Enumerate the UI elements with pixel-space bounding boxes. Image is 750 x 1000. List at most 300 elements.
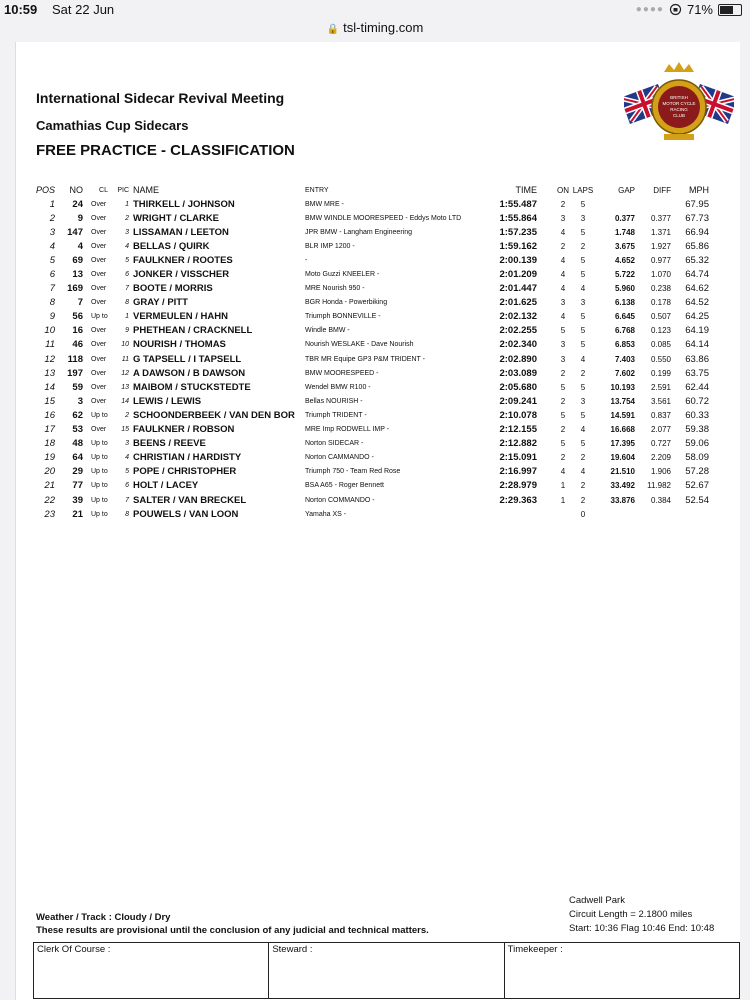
- cell-laps: 3: [580, 396, 586, 406]
- cell-name: VERMEULEN / HAHN: [133, 311, 229, 323]
- cell-laps: 2: [580, 495, 586, 505]
- cell-mph: 58.09: [685, 452, 709, 464]
- cell-laps: 2: [580, 241, 586, 251]
- cell-entry: JPR BMW - Langham Engineering: [305, 228, 412, 236]
- cell-on: 1: [560, 481, 566, 491]
- cell-time: 2:01.447: [499, 283, 537, 295]
- table-row: [34, 225, 709, 239]
- cell-pic: 5: [125, 256, 129, 264]
- cell-no: 48: [72, 438, 83, 450]
- cell-on: 3: [560, 298, 566, 308]
- cell-time: 2:28.979: [499, 480, 537, 492]
- cell-pos: 16: [44, 409, 55, 421]
- cell-entry: Yamaha XS -: [305, 510, 347, 518]
- cell-on: 2: [560, 199, 566, 209]
- cell-diff: 0.178: [650, 298, 671, 308]
- cell-pos: 22: [44, 494, 55, 506]
- cell-pic: 9: [125, 327, 129, 335]
- cell-pic: 12: [121, 369, 129, 377]
- cell-name: SCHOONDERBEEK / VAN DEN BOR: [133, 409, 295, 421]
- cell-cl: Up to: [91, 313, 108, 321]
- cell-cl: Over: [91, 242, 107, 250]
- cell-laps: 2: [580, 453, 586, 463]
- cell-gap: 14.591: [610, 410, 635, 420]
- cell-mph: 64.19: [685, 325, 709, 337]
- cell-on: 2: [560, 241, 566, 251]
- cell-pic: 7: [125, 496, 129, 504]
- cell-cl: Up to: [91, 496, 108, 504]
- cell-pos: 7: [49, 283, 55, 295]
- cell-diff: [635, 197, 671, 211]
- lock-icon: 🔒: [326, 24, 340, 35]
- cell-cl: Over: [91, 214, 107, 222]
- cell-gap: 6.645: [614, 312, 635, 322]
- cell-diff: 0.384: [650, 495, 671, 505]
- cell-on: 5: [560, 410, 566, 420]
- cell-diff: 1.070: [650, 270, 671, 280]
- cell-mph: 62.44: [685, 381, 709, 393]
- cell-mph: 57.28: [685, 466, 709, 478]
- cell-on: 3: [560, 340, 566, 350]
- logo-line-1: BRITISH: [670, 95, 688, 100]
- cell-diff: 1.371: [650, 227, 671, 237]
- status-right: [636, 2, 742, 17]
- cell-no: 39: [72, 494, 83, 506]
- cell-diff: 0.977: [650, 255, 671, 265]
- cell-gap: 21.510: [610, 467, 635, 477]
- table-row: [34, 465, 709, 479]
- col-diff: DIFF: [653, 185, 671, 195]
- cell-no: 9: [77, 212, 83, 224]
- cell-no: 24: [72, 198, 83, 210]
- col-name: NAME: [133, 185, 160, 195]
- cell-no: 29: [72, 466, 83, 478]
- cell-entry: TBR MR Equipe GP3 P&M TRIDENT -: [305, 355, 425, 363]
- cell-mph: 63.86: [685, 353, 709, 365]
- cell-pic: 5: [125, 468, 129, 476]
- cell-name: HOLT / LACEY: [133, 480, 199, 492]
- cell-time: [487, 507, 555, 521]
- bmcrc-logo: [624, 62, 734, 152]
- col-pic: PIC: [117, 186, 129, 194]
- cell-no: 21: [72, 508, 83, 520]
- cell-entry: Moto Guzzi KNEELER -: [305, 271, 380, 279]
- cell-diff: 1.906: [650, 467, 671, 477]
- cell-no: 69: [72, 254, 83, 266]
- cell-mph: 59.38: [685, 424, 709, 436]
- cell-name: A DAWSON / B DAWSON: [133, 367, 246, 379]
- cell-pos: 8: [49, 297, 55, 309]
- battery-icon: [718, 4, 742, 16]
- cell-mph: 64.14: [685, 339, 709, 351]
- cell-pos: 3: [49, 226, 55, 238]
- cell-pic: 1: [125, 313, 129, 321]
- cell-no: 59: [72, 381, 83, 393]
- cell-entry: Triumph 750 - Team Red Rose: [305, 468, 401, 476]
- col-gap: GAP: [618, 185, 635, 195]
- cell-on: 4: [560, 255, 566, 265]
- cell-gap: 4.652: [614, 255, 635, 265]
- cell-cl: Up to: [91, 468, 108, 476]
- cell-mph: 64.74: [685, 269, 709, 281]
- cell-pos: 23: [44, 508, 55, 520]
- cell-diff: 0.550: [650, 354, 671, 364]
- cell-entry: Wendel BMW R100 -: [305, 383, 371, 391]
- cell-cl: Over: [91, 369, 107, 377]
- cell-on: 2: [560, 425, 566, 435]
- cell-name: GRAY / PITT: [133, 297, 188, 309]
- cell-pic: 1: [125, 200, 129, 208]
- col-mph: MPH: [689, 185, 709, 195]
- cell-no: 147: [67, 226, 83, 238]
- col-on: ON: [557, 185, 569, 195]
- steward-signature: Steward :: [269, 943, 504, 998]
- cell-time: 1:57.235: [499, 226, 537, 238]
- cell-cl: Over: [91, 200, 107, 208]
- cell-laps: 5: [580, 199, 586, 209]
- cell-gap: 1.748: [614, 227, 635, 237]
- cell-pic: 2: [125, 214, 129, 222]
- cell-cl: Over: [91, 285, 107, 293]
- cell-time: 2:00.139: [499, 254, 537, 266]
- cell-diff: [635, 507, 671, 521]
- cell-laps: 3: [580, 213, 586, 223]
- cell-cl: Up to: [91, 454, 108, 462]
- cell-mph: 67.95: [685, 198, 709, 210]
- cell-pos: 12: [44, 353, 55, 365]
- cell-time: 2:02.255: [499, 325, 537, 337]
- cell-cl: Over: [91, 299, 107, 307]
- cell-time: 2:29.363: [499, 494, 537, 506]
- cell-name: PHETHEAN / CRACKNELL: [133, 325, 253, 337]
- cell-laps: 5: [580, 340, 586, 350]
- cell-mph: 64.52: [685, 297, 709, 309]
- cell-pos: 15: [44, 395, 55, 407]
- cell-gap: 16.668: [610, 425, 635, 435]
- cell-laps: 5: [580, 439, 586, 449]
- logo-line-2: MOTOR CYCLE: [662, 101, 696, 106]
- cell-pic: 7: [125, 285, 129, 293]
- cell-entry: Norton COMMANDO -: [305, 496, 375, 504]
- cell-gap: 0.377: [614, 213, 635, 223]
- cell-mph: 64.25: [685, 311, 709, 323]
- cell-entry: Norton SIDECAR -: [305, 440, 364, 448]
- cell-cl: Over: [91, 341, 107, 349]
- cell-pic: 2: [125, 411, 129, 419]
- cell-no: 56: [72, 311, 83, 323]
- cell-pic: 6: [125, 482, 129, 490]
- status-date: Sat 22 Jun: [52, 2, 115, 17]
- cell-time: 2:02.890: [499, 353, 537, 365]
- cell-entry: Triumph TRIDENT -: [305, 411, 367, 419]
- cell-name: JONKER / VISSCHER: [133, 269, 230, 281]
- cell-no: 13: [72, 269, 83, 281]
- cell-pic: 10: [121, 341, 129, 349]
- cellular-signal-icon: ●●●●: [635, 4, 664, 15]
- cell-pos: 9: [49, 311, 55, 323]
- cell-entry: Triumph BONNEVILLE -: [305, 313, 381, 321]
- cell-laps: 5: [580, 255, 586, 265]
- table-row: [34, 437, 709, 451]
- cell-pos: 10: [44, 325, 55, 337]
- cell-name: FAULKNER / ROOTES: [133, 254, 233, 266]
- cell-laps: 5: [580, 326, 586, 336]
- cell-mph: 66.94: [685, 226, 709, 238]
- table-row: [34, 282, 709, 296]
- cell-cl: Over: [91, 426, 107, 434]
- cell-pic: 14: [121, 397, 129, 405]
- table-row: [34, 239, 709, 253]
- cell-on: 2: [560, 396, 566, 406]
- cell-diff: 0.123: [650, 326, 671, 336]
- cell-pic: 11: [121, 355, 129, 363]
- cell-mph: 52.67: [685, 480, 709, 492]
- cell-time: 2:02.132: [499, 311, 537, 323]
- cell-entry: BMW MRE -: [305, 200, 344, 208]
- cell-no: 7: [77, 297, 83, 309]
- cell-gap: [595, 197, 635, 211]
- logo-line-3: RACING: [670, 107, 688, 112]
- cell-laps: 5: [580, 312, 586, 322]
- cell-time: 2:09.241: [499, 395, 537, 407]
- table-row: [34, 267, 709, 281]
- cell-gap: 33.876: [610, 495, 635, 505]
- cell-pic: 3: [125, 228, 129, 236]
- cell-on: 2: [560, 453, 566, 463]
- cell-mph: 65.32: [685, 254, 709, 266]
- cell-entry: Norton CAMMANDO -: [305, 454, 374, 462]
- cell-laps: 4: [580, 284, 586, 294]
- event-title: International Sidecar Revival Meeting: [36, 90, 285, 106]
- cell-gap: 19.604: [610, 453, 635, 463]
- results-table: [34, 183, 709, 521]
- cell-diff: 0.727: [650, 439, 671, 449]
- table-row: [34, 380, 709, 394]
- cell-time: 2:01.209: [499, 269, 537, 281]
- signature-box: [33, 942, 740, 999]
- cell-gap: 6.853: [614, 340, 635, 350]
- cell-time: 2:02.340: [499, 339, 537, 351]
- cell-laps: 4: [580, 354, 586, 364]
- cell-mph: 60.33: [685, 409, 709, 421]
- table-row: [34, 408, 709, 422]
- cell-gap: 7.602: [614, 368, 635, 378]
- cell-on: [555, 507, 571, 521]
- cell-cl: Over: [91, 327, 107, 335]
- cell-time: 2:12.155: [499, 424, 537, 436]
- cell-pic: 8: [125, 299, 129, 307]
- cell-time: 2:15.091: [499, 452, 537, 464]
- cell-laps: 3: [580, 298, 586, 308]
- cell-cl: Over: [91, 397, 107, 405]
- table-row: [34, 493, 709, 507]
- table-row: [34, 211, 709, 225]
- cell-laps: 5: [580, 227, 586, 237]
- address-bar[interactable]: [0, 20, 750, 42]
- status-time: 10:59: [4, 2, 38, 17]
- clerk-of-course-signature: Clerk Of Course :: [34, 943, 269, 998]
- cell-name: CHRISTIAN / HARDISTY: [133, 452, 242, 464]
- cell-on: 4: [560, 284, 566, 294]
- url-text: tsl-timing.com: [343, 20, 424, 35]
- cell-mph: 60.72: [685, 395, 709, 407]
- cell-diff: 0.837: [650, 410, 671, 420]
- cell-no: 3: [77, 395, 83, 407]
- cell-name: G TAPSELL / I TAPSELL: [133, 353, 242, 365]
- cell-name: WRIGHT / CLARKE: [133, 212, 220, 224]
- cell-time: 1:59.162: [499, 240, 537, 252]
- cell-name: BOOTE / MORRIS: [133, 283, 213, 295]
- cell-pos: 18: [44, 438, 55, 450]
- cell-pic: 13: [121, 383, 129, 391]
- cell-pic: 4: [125, 242, 129, 250]
- cell-on: 4: [560, 467, 566, 477]
- cell-time: 1:55.487: [499, 198, 537, 210]
- cell-mph: 52.54: [685, 494, 709, 506]
- cell-pic: 8: [125, 510, 129, 518]
- cell-no: 62: [72, 409, 83, 421]
- cell-pos: 21: [44, 480, 55, 492]
- cell-laps: 4: [580, 425, 586, 435]
- table-row: [34, 310, 709, 324]
- col-laps: LAPS: [572, 185, 594, 195]
- cell-gap: 13.754: [610, 396, 635, 406]
- cell-time: 2:12.882: [499, 438, 537, 450]
- table-row: [34, 423, 709, 437]
- cell-name: MAIBOM / STUCKSTEDTE: [133, 381, 251, 393]
- cell-no: 118: [67, 353, 83, 365]
- cell-entry: BMW MOORESPEED -: [305, 369, 379, 377]
- weather-track: Weather / Track : Cloudy / Dry: [36, 912, 171, 923]
- cell-pic: 15: [121, 426, 129, 434]
- cell-time: 2:03.089: [499, 367, 537, 379]
- venue-name: Cadwell Park: [569, 895, 625, 906]
- cell-name: SALTER / VAN BRECKEL: [133, 494, 247, 506]
- cell-mph: [671, 507, 709, 521]
- cell-diff: 2.209: [650, 453, 671, 463]
- status-bar: [0, 0, 750, 22]
- col-no: NO: [69, 185, 83, 195]
- cell-pos: 2: [49, 212, 55, 224]
- cell-on: 5: [560, 326, 566, 336]
- table-row: [34, 451, 709, 465]
- cell-mph: 67.73: [685, 212, 709, 224]
- cell-mph: 65.86: [685, 240, 709, 252]
- cell-diff: 2.591: [650, 382, 671, 392]
- cell-no: 64: [72, 452, 83, 464]
- cell-on: 5: [560, 439, 566, 449]
- cell-gap: 6.138: [614, 298, 635, 308]
- venue-info: [569, 894, 714, 936]
- cell-name: NOURISH / THOMAS: [133, 339, 226, 351]
- col-entry: ENTRY: [305, 186, 329, 194]
- cell-gap: 5.722: [614, 270, 635, 280]
- cell-laps: 5: [580, 410, 586, 420]
- cell-name: LISSAMAN / LEETON: [133, 226, 229, 238]
- class-title: Camathias Cup Sidecars: [36, 118, 189, 133]
- cell-cl: Up to: [91, 411, 108, 419]
- cell-laps: 4: [580, 467, 586, 477]
- provisional-disclaimer: These results are provisional until the conclusion of any judicial and technical matters.: [36, 925, 429, 936]
- cell-no: 169: [67, 283, 83, 295]
- cell-diff: 0.507: [650, 312, 671, 322]
- cell-on: 5: [560, 382, 566, 392]
- table-header-row: [34, 183, 709, 197]
- table-row: [34, 197, 709, 211]
- table-row: [34, 324, 709, 338]
- cell-on: 1: [560, 495, 566, 505]
- cell-pos: 19: [44, 452, 55, 464]
- results-document: [15, 42, 740, 1000]
- cell-pos: 13: [44, 367, 55, 379]
- cell-diff: 0.377: [650, 213, 671, 223]
- cell-laps: 2: [580, 481, 586, 491]
- cell-on: 4: [560, 227, 566, 237]
- cell-pos: 20: [44, 466, 55, 478]
- cell-no: 77: [72, 480, 83, 492]
- cell-entry: Nourish WESLAKE - Dave Nourish: [305, 341, 414, 349]
- cell-diff: 11.982: [647, 481, 671, 491]
- battery-percent: 71%: [686, 2, 713, 17]
- table-row: [34, 507, 709, 521]
- cell-on: 3: [560, 213, 566, 223]
- cell-on: 3: [560, 354, 566, 364]
- cell-pos: 17: [44, 424, 55, 436]
- cell-time: 2:10.078: [499, 409, 537, 421]
- cell-name: LEWIS / LEWIS: [133, 395, 202, 407]
- cell-time: 2:05.680: [499, 381, 537, 393]
- cell-laps: 5: [580, 270, 586, 280]
- cell-entry: Windle BMW -: [305, 327, 350, 335]
- cell-cl: Up to: [91, 510, 108, 518]
- col-pos: POS: [35, 185, 55, 195]
- cell-cl: Over: [91, 383, 107, 391]
- cell-pos: 14: [44, 381, 55, 393]
- cell-cl: Over: [91, 228, 107, 236]
- cell-mph: 63.75: [685, 367, 709, 379]
- cell-diff: 0.238: [650, 284, 671, 294]
- cell-pos: 11: [45, 339, 55, 351]
- cell-laps: 5: [580, 382, 586, 392]
- cell-cl: Over: [91, 355, 107, 363]
- cell-cl: Over: [91, 256, 107, 264]
- table-row: [34, 394, 709, 408]
- cell-entry: BSA A65 - Roger Bennett: [305, 482, 384, 490]
- cell-gap: 10.193: [610, 382, 635, 392]
- cell-mph: 59.06: [685, 438, 709, 450]
- cell-time: 2:16.997: [499, 466, 537, 478]
- cell-name: POUWELS / VAN LOON: [133, 508, 239, 520]
- cell-pic: 6: [125, 271, 129, 279]
- cell-name: POPE / CHRISTOPHER: [133, 466, 237, 478]
- cell-diff: 2.077: [650, 425, 671, 435]
- col-cl: CL: [99, 186, 108, 194]
- cell-cl: Up to: [91, 440, 108, 448]
- cell-laps: 2: [580, 368, 586, 378]
- cell-laps: 0: [580, 509, 586, 519]
- cell-diff: 0.199: [650, 368, 671, 378]
- cell-name: BELLAS / QUIRK: [133, 240, 210, 252]
- cell-gap: 17.395: [610, 439, 635, 449]
- cell-no: 16: [72, 325, 83, 337]
- table-row: [34, 253, 709, 267]
- cell-entry: BLR IMP 1200 -: [305, 242, 355, 250]
- cell-name: THIRKELL / JOHNSON: [133, 198, 235, 210]
- col-time: TIME: [515, 185, 537, 195]
- cell-pos: 4: [49, 240, 55, 252]
- session-title: FREE PRACTICE - CLASSIFICATION: [36, 142, 295, 159]
- table-row: [34, 352, 709, 366]
